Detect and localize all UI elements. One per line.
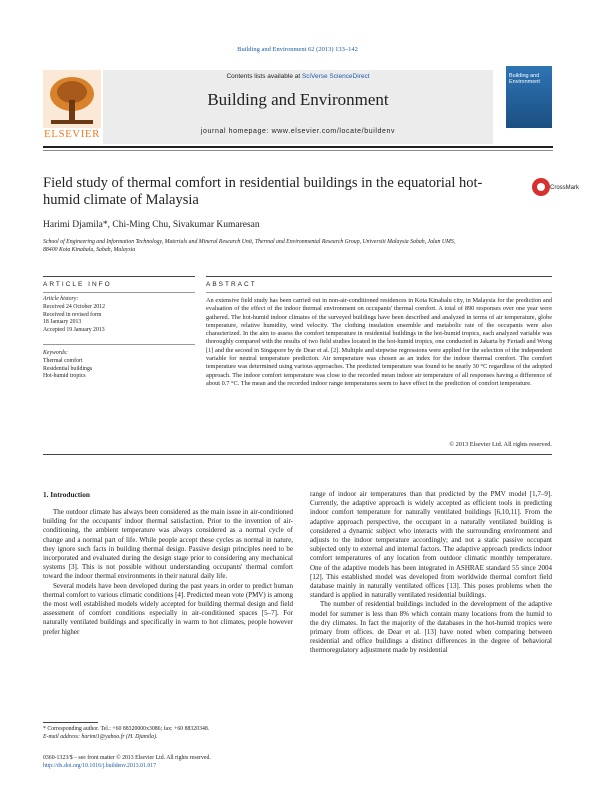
affiliation: School of Engineering and Information Technology, Materials and Mineral Research Unit, Thermal and Environmental Research Group, Universiti Malaysia Sabah, Jalan UMS, 88400 Kota Kinabalu, Sabah, Malaysia	[43, 239, 456, 253]
header-thin-rule	[43, 150, 553, 151]
abstract-top-rule	[206, 276, 552, 277]
history-line: 18 January 2013	[43, 319, 82, 326]
elsevier-tree-logo	[43, 70, 101, 128]
page-bottom	[43, 755, 211, 770]
paragraph: The number of residential buildings included in the development of the adaptive model for summer is less than 8% which contain many locations from the humid to the dry climates. In fact the majority of the databases in the hot-humid tropics were primary from offices. de Dear et al. [13] have noted when comparing between residential and office buildings a distinct differences in the degree of behavioral thermoregulatory adjustment made by residential	[310, 600, 552, 655]
cover-title: Building and Environment	[509, 73, 540, 85]
header-rule	[43, 146, 553, 148]
elsevier-wordmark: ELSEVIER	[44, 128, 100, 140]
paragraph: The outdoor climate has always been considered as the main issue in air-conditioned building for the occupants' indoor thermal satisfaction. Prior to the invention of air-conditioning, the ambient temperature was always considered as a normal cycle of change and a normal part of life. While people accept these cycles as normal in nature, they ignore such facts in building thermal design. Passive design principles need to be incorporated and evaluated during the design stage prior to considering any mechanical systems [3]. This is not possible without understanding occupants' thermal comfort toward the indoor thermal environments in their natural daily life.	[43, 508, 293, 581]
journal-homepage[interactable]: journal homepage: www.elsevier.com/locate/buildenv	[200, 128, 396, 135]
contents-line	[103, 73, 493, 80]
crossmark-icon-center	[537, 183, 545, 191]
abstract-copyright: © 2013 Elsevier Ltd. All rights reserved.	[449, 441, 552, 448]
abstract-text: An extensive field study has been carried out in non-air-conditioned residences in Kota Kinabalu city, in Malaysia for the prediction and evaluation of the effect of the indoor thermal environment on occupants' thermal comfort. A total of 890 responses over one year were gathered. The hot-humid indoor climates of the surveyed buildings have been described and analyzed in terms of air temperature, globe temperature, relative humidity, wind velocity. The clothing insulation ensemble and metabolic rate of the occupants were also characterized. In the aim to assess the comfort temperature in residential buildings in the hot-humid tropics, each analyzed variable was thoroughly compared with the results of two field studies located in the hot-humid tropics, one conducted in Jakarta by Feriadi and Wong [1] and the second in Singapore by de Dear et al. [2]. Multiple and stepwise regressions were applied for the selection of the independent variable for neutral temperature prediction. Air temperature was chosen as an index for the indoor thermal comfort. The comfort temperature was determined using various approaches. The predicted temperature was found to be nearly 30 °C regardless of the adopted approach. The indoor comfort temperature was close to the recorded mean indoor air temperature of all responses having a difference of about 0.7 °C. The mean and the recorded indoor range temperatures seem to have effect in the prediction of comfort temperature.	[206, 297, 552, 387]
footnote-rule	[43, 722, 98, 723]
authors: Harimi Djamila*, Chi-Ming Chu, Sivakumar Kumaresan	[43, 220, 260, 230]
contents-prefix: Contents lists available at	[226, 73, 302, 80]
history-label: Article history:	[43, 296, 79, 302]
issn-line: 0360-1323/$ – see front matter © 2013 Elsevier Ltd. All rights reserved.	[43, 755, 211, 761]
history-line: Accepted 19 January 2013	[43, 327, 105, 334]
article-title: Field study of thermal comfort in residential buildings in the equatorial hot-humid climate of Malaysia	[43, 175, 483, 208]
crossmark-label[interactable]: CrossMark	[550, 185, 580, 191]
abstract-bottom-rule	[43, 454, 552, 455]
footnote	[43, 726, 243, 741]
article-info-heading: ARTICLE INFO	[43, 281, 112, 288]
email-address[interactable]: E-mail address: harimi1@yahoo.fr (H. Djamila).	[43, 733, 158, 740]
paragraph: Several models have been developed during the past years in order to predict human thermal comfort to various climatic conditions [4]. Predicted mean vote (PMV) is among the most well established models widely accepted for building thermal design and field assessment of comfort conditions especially in air-conditioned spaces [5–7]. For naturally ventilated buildings and specifically in warm to hot climates, people however prefer higher	[43, 581, 293, 636]
sciencedirect-link[interactable]: SciVerse ScienceDirect	[301, 73, 370, 80]
keyword: Hot-humid tropics	[43, 373, 86, 380]
doi-link[interactable]: http://dx.doi.org/10.1016/j.buildenv.2013.01.017	[43, 762, 157, 769]
keywords	[43, 350, 195, 381]
keyword: Residential buildings	[43, 365, 93, 372]
info-top-rule	[43, 276, 195, 277]
history-line: Received 24 October 2012	[43, 303, 105, 310]
abstract-heading: ABSTRACT	[206, 281, 257, 288]
history-line: Received in revised form	[43, 311, 102, 318]
right-column	[310, 490, 552, 656]
paragraph: range of indoor air temperatures than that predicted by the PMV model [1,7–9]. Currently, the adaptive approach is widely accepted as efficient tools in predicting indoor comfort temperature for naturally ventilated buildings [6,10,11]. From the adaptive approach perspective, the occupant in a naturally ventilated building is considered a dynamic subject who interacts with the surrounding environment and adjusts to the indoor temperature accordingly; and not a static passive occupant subjected only to external and internal factors. The adaptive approach predicts indoor comfort temperatures of any location from outdoor climatic monthly temperature. One of the adaptive models has been integrated in ASHRAE standard 55 since 2004 [12]. This established model was developed from worldwide thermal comfort field database mainly in naturally ventilated offices [13]. This poses problems when the standard is applied in naturally ventilated residential buildings.	[310, 490, 552, 600]
introduction-heading: 1. Introduction	[43, 490, 90, 499]
info-mid-rule	[43, 344, 195, 345]
corresponding-author: * Corresponding author. Tel.: +60 88320000x3086; fax: +60 88320348.	[43, 726, 210, 732]
keywords-label: Keywords:	[43, 350, 68, 356]
left-column	[43, 508, 293, 637]
article-history	[43, 296, 195, 335]
journal-name: Building and Environment	[207, 90, 389, 109]
info-sub-rule	[43, 292, 195, 293]
keyword: Thermal comfort	[43, 357, 83, 364]
abstract-sub-rule	[206, 292, 552, 293]
citation[interactable]: Building and Environment 62 (2013) 133–142	[237, 46, 358, 53]
